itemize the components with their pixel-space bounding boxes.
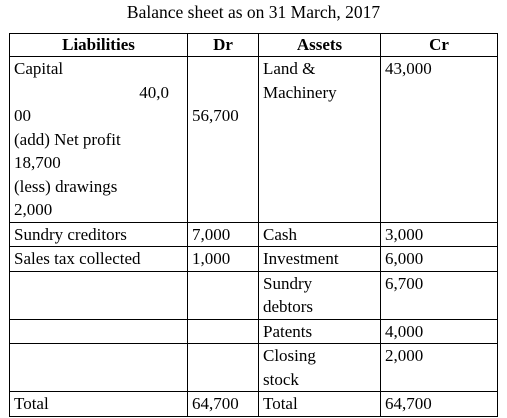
- sales-tax-label: Sales tax collected: [10, 247, 188, 272]
- cash-amount: 3,000: [381, 222, 498, 247]
- drawings-amount: 2,000: [14, 200, 53, 219]
- sales-tax-amount: 1,000: [188, 247, 259, 272]
- capital-amount-part1: 40,0: [139, 82, 169, 102]
- capital-cell: [10, 57, 188, 223]
- table-row: [10, 271, 498, 319]
- closing-stock-amount: 2,000: [381, 344, 498, 392]
- net-profit-label: (add) Net profit: [14, 129, 121, 149]
- land-label-line1: Land &: [263, 59, 316, 78]
- table-row: [10, 247, 498, 272]
- net-profit-amount: 18,700: [14, 153, 61, 172]
- total-row: [10, 392, 498, 417]
- table-row: [10, 344, 498, 392]
- sundry-debtors-cell: [259, 271, 381, 319]
- header-assets: Assets: [259, 34, 381, 57]
- sundry-creditors-amount: 7,000: [188, 222, 259, 247]
- total-dr: 64,700: [188, 392, 259, 417]
- sundry-debtors-line1: Sundry: [263, 273, 313, 293]
- header-cr: Cr: [381, 34, 498, 57]
- page-title: Balance sheet as on 31 March, 2017: [126, 2, 381, 22]
- table-row: [10, 222, 498, 247]
- closing-stock-line1: Closing: [263, 346, 316, 365]
- total-liabilities-label: Total: [10, 392, 188, 417]
- land-amount: 43,000: [381, 57, 498, 223]
- sundry-creditors-label: Sundry creditors: [10, 222, 188, 247]
- total-cr: 64,700: [381, 392, 498, 417]
- capital-amount-part2: 00: [14, 106, 31, 125]
- investment-label: Investment: [259, 247, 381, 272]
- sundry-debtors-line2: debtors: [263, 297, 314, 316]
- investment-amount: 6,000: [381, 247, 498, 272]
- closing-stock-cell: [259, 344, 381, 392]
- table-row: [10, 319, 498, 344]
- cash-label: Cash: [259, 222, 381, 247]
- drawings-label: (less) drawings: [14, 176, 118, 196]
- sundry-debtors-amount: 6,700: [381, 271, 498, 319]
- total-assets-label: Total: [259, 392, 381, 417]
- table-row: [10, 57, 498, 223]
- closing-stock-line2: stock: [263, 369, 299, 389]
- land-cell: [259, 57, 381, 223]
- patents-amount: 4,000: [381, 319, 498, 344]
- header-dr: Dr: [188, 34, 259, 57]
- capital-dr-cell: [188, 57, 259, 223]
- capital-total: 56,700: [192, 106, 239, 125]
- header-liabilities: Liabilities: [10, 34, 188, 57]
- capital-label: Capital: [14, 59, 64, 78]
- land-label-line2: Machinery: [263, 82, 337, 102]
- header-row: [10, 34, 498, 57]
- balance-sheet-table: [9, 33, 498, 417]
- patents-label: Patents: [259, 319, 381, 344]
